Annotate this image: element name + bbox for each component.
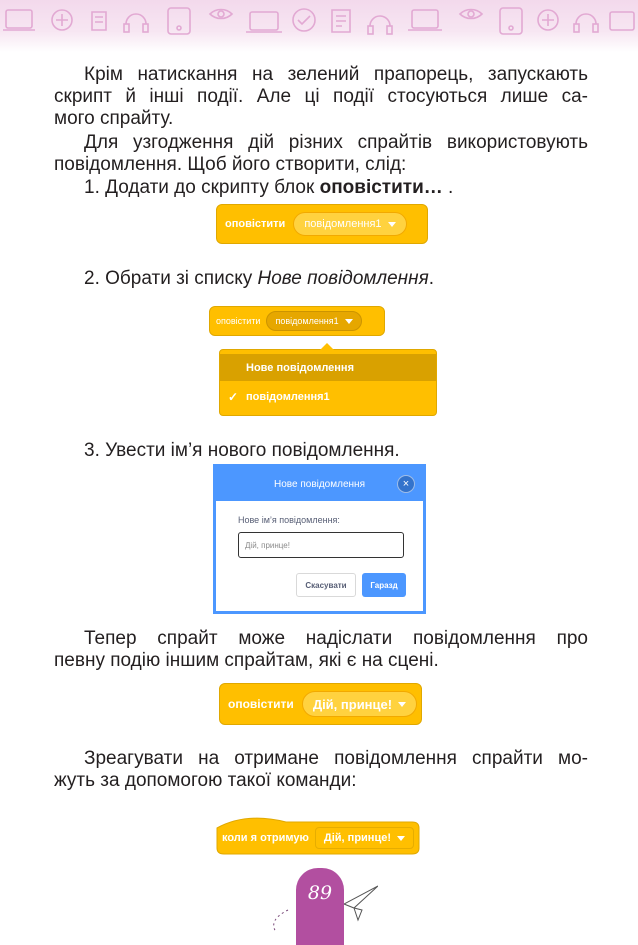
- step-1-prefix: 1. Додати до скрипту блок: [84, 177, 320, 198]
- broadcast-block-1-dropdown[interactable]: [293, 212, 406, 236]
- hat-block-dropdown[interactable]: [315, 827, 414, 849]
- menu-item-message1[interactable]: [220, 383, 436, 410]
- header-doodles-icon: [0, 0, 638, 52]
- paragraph-2-line-1: Для узгодження дій різних спрайтів використовують: [84, 132, 588, 153]
- broadcast-block-2-dropdown[interactable]: [266, 311, 361, 331]
- step-1-suffix: .: [442, 177, 454, 198]
- broadcast-block-1-label: оповістити: [225, 218, 286, 230]
- paragraph-4-line-1: Зреагувати на отримане повідомлення спрайти мо-: [84, 748, 588, 769]
- paragraph-1-line-2: скрипт й інші події. Але ці події стосуються лише са-: [54, 86, 588, 107]
- menu-item-message1-label: повідомлення1: [246, 390, 330, 403]
- paragraph-1-line-3: мого спрайту.: [54, 108, 174, 129]
- paragraph-3-line-1: Тепер спрайт може надіслати повідомлення про: [84, 628, 588, 649]
- broadcast-block-3-dropdown[interactable]: [302, 691, 417, 717]
- broadcast-block-1[interactable]: [216, 204, 428, 244]
- dialog-title: Нове повідомлення: [274, 478, 365, 490]
- step-1-bold: оповістити…: [319, 177, 443, 198]
- paragraph-2-line-2: повідомлення. Щоб його створити, слід:: [54, 154, 407, 175]
- page-number-tab: [296, 868, 344, 945]
- chevron-down-icon: [398, 702, 406, 707]
- step-2-suffix: .: [428, 268, 435, 289]
- broadcast-block-3-value: Дій, принце!: [312, 696, 393, 712]
- broadcast-block-2[interactable]: [209, 306, 385, 336]
- step-2-prefix: 2. Обрати зі списку: [84, 268, 258, 289]
- ok-button[interactable]: Гаразд: [362, 573, 406, 597]
- page-number: 89: [307, 882, 333, 904]
- paragraph-4-line-2: жуть за допомогою такої команди:: [54, 770, 357, 791]
- decorative-header: [0, 0, 638, 52]
- step-2-italic: Нове повідомлення: [257, 268, 429, 289]
- when-i-receive-hat-block[interactable]: [216, 814, 421, 854]
- message-dropdown-menu: [219, 349, 437, 416]
- menu-item-new-message-label: Нове повідомлення: [246, 361, 354, 374]
- broadcast-block-3[interactable]: [219, 683, 422, 725]
- broadcast-block-1-value: повідомлення1: [304, 218, 382, 230]
- paragraph-1-line-1: Крім натискання на зелений прапорець, запускають: [84, 64, 588, 85]
- hat-block-label: коли я отримую: [222, 832, 309, 844]
- menu-item-new-message[interactable]: [220, 354, 436, 381]
- message-name-input[interactable]: Дій, принце!: [238, 532, 404, 558]
- broadcast-block-2-label: оповістити: [216, 316, 261, 326]
- broadcast-block-2-value: повідомлення1: [275, 316, 339, 326]
- menu-caret: [320, 343, 334, 350]
- chevron-down-icon: [345, 319, 353, 324]
- chevron-down-icon: [388, 222, 396, 227]
- broadcast-block-3-label: оповістити: [228, 697, 294, 711]
- hat-block-content: [222, 824, 414, 852]
- step-1: [84, 177, 453, 199]
- close-icon[interactable]: ×: [397, 475, 415, 493]
- paragraph-3-line-2: певну подію іншим спрайтам, які є на сцені.: [54, 650, 439, 671]
- hat-block-value: Дій, принце!: [323, 832, 391, 844]
- step-2: [84, 268, 434, 290]
- dialog-field-label: Нове ім’я повідомлення:: [238, 515, 340, 525]
- chevron-down-icon: [397, 836, 405, 841]
- dialog-header: [216, 467, 423, 501]
- step-3: 3. Увести ім’я нового повідомлення.: [84, 440, 400, 461]
- check-icon: ✓: [228, 389, 239, 404]
- cancel-button[interactable]: Скасувати: [296, 573, 356, 597]
- new-message-dialog: [213, 464, 426, 614]
